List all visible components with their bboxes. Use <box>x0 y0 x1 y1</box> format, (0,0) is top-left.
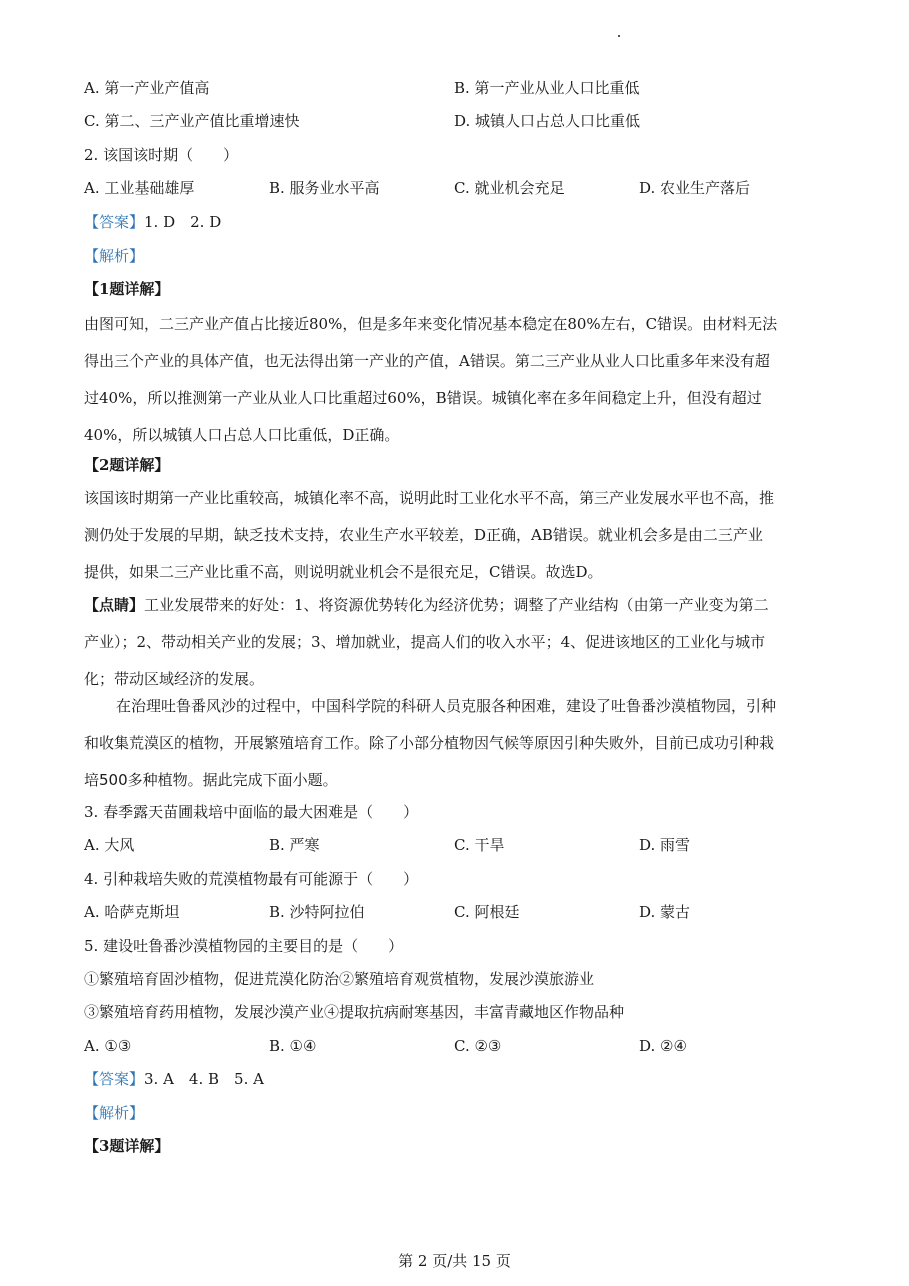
q2-option-d: D. 农业生产落后 <box>639 179 751 197</box>
q4-option-d: D. 蒙古 <box>639 903 691 921</box>
q4-stem: 4. 引种栽培失败的荒漠植物最有可能源于（ ） <box>84 870 419 888</box>
analysis-label-2: 【解析】 <box>84 1104 145 1122</box>
answer-text: 1. D 2. D <box>144 213 222 231</box>
q1-option-c: C. 第二、三产业产值比重增速快 <box>84 112 300 130</box>
q2-option-b: B. 服务业水平高 <box>269 179 380 197</box>
q5-statement-1: ①繁殖培育固沙植物，促进荒漠化防治②繁殖培育观赏植物，发展沙漠旅游业 <box>84 970 595 988</box>
q5-option-b: B. ①④ <box>269 1037 317 1055</box>
detail-heading-3: 【3题详解】 <box>84 1137 170 1155</box>
answer-label: 【答案】 <box>84 213 145 231</box>
q2-option-a: A. 工业基础雄厚 <box>84 179 195 197</box>
q3-option-a: A. 大风 <box>84 836 135 854</box>
material-passage <box>84 688 844 799</box>
tip-line: 化；带动区域经济的发展。 <box>84 670 265 688</box>
q1-option-d: D. 城镇人口占总人口比重低 <box>454 112 641 130</box>
q2-stem: 2. 该国该时期（ ） <box>84 146 239 164</box>
q3-option-d: D. 雨雪 <box>639 836 691 854</box>
q5-option-c: C. ②③ <box>454 1037 502 1055</box>
tip-line-1 <box>84 587 824 624</box>
q4-option-b: B. 沙特阿拉伯 <box>269 903 365 921</box>
detail-2-line: 该国该时期第一产业比重较高，城镇化率不高，说明此时工业化水平不高，第三产业发展水平也不高，推 <box>84 489 775 507</box>
material-line: 和收集荒漠区的植物，开展繁殖培育工作。除了小部分植物因气候等原因引种失败外，目前已成功引种栽 <box>84 734 775 752</box>
detail-1-line: 由图可知，二三产业产值占比接近80%，但是多年来变化情况基本稳定在80%左右，C错误。由材料无法 <box>84 315 778 333</box>
q5-option-a: A. ①③ <box>84 1037 132 1055</box>
q3-option-b: B. 严寒 <box>269 836 320 854</box>
detail-heading-2: 【2题详解】 <box>84 456 170 474</box>
q1-option-b: B. 第一产业从业人口比重低 <box>454 79 640 97</box>
material-line: 培500多种植物。据此完成下面小题。 <box>84 771 338 789</box>
answer-block-2 <box>84 1069 264 1089</box>
detail-heading-1: 【1题详解】 <box>84 280 170 298</box>
q2-option-c: C. 就业机会充足 <box>454 179 565 197</box>
q5-option-d: D. ②④ <box>639 1037 687 1055</box>
detail-2-line: 测仍处于发展的早期，缺乏技术支持，农业生产水平较差，D正确，AB错误。就业机会多是由二三产业 <box>84 526 763 544</box>
answer-label: 【答案】 <box>84 1070 145 1088</box>
answer-block-1 <box>84 212 221 232</box>
q5-stem: 5. 建设吐鲁番沙漠植物园的主要目的是（ ） <box>84 937 404 955</box>
answer-text: 3. A 4. B 5. A <box>144 1070 264 1088</box>
detail-1-line: 得出三个产业的具体产值，也无法得出第一产业的产值，A错误。第二三产业从业人口比重多年来没有超 <box>84 352 770 370</box>
q4-option-c: C. 阿根廷 <box>454 903 520 921</box>
scan-dot <box>618 35 620 37</box>
detail-1-line: 过40%，所以推测第一产业从业人口比重超过60%，B错误。城镇化率在多年间稳定上升，但没有超过 <box>84 389 762 407</box>
tip-text: 工业发展带来的好处：1、将资源优势转化为经济优势；调整了产业结构（由第一产业变为第二 <box>144 596 769 614</box>
q5-statement-2: ③繁殖培育药用植物，发展沙漠产业④提取抗病耐寒基因，丰富青藏地区作物品种 <box>84 1003 625 1021</box>
detail-1-body <box>84 306 824 454</box>
q1-option-a: A. 第一产业产值高 <box>84 79 210 97</box>
tip-block <box>84 587 824 698</box>
detail-1-line: 40%，所以城镇人口占总人口比重低，D正确。 <box>84 426 400 444</box>
material-line: 在治理吐鲁番风沙的过程中，中国科学院的科研人员克服各种困难，建设了吐鲁番沙漠植物园，引种 <box>116 697 777 715</box>
q4-option-a: A. 哈萨克斯坦 <box>84 903 180 921</box>
q3-option-c: C. 干旱 <box>454 836 505 854</box>
tip-line: 产业）；2、带动相关产业的发展；3、增加就业，提高人们的收入水平；4、促进该地区的工业化与城市 <box>84 633 766 651</box>
tip-label: 【点睛】 <box>84 596 145 614</box>
q3-stem: 3. 春季露天苗圃栽培中面临的最大困难是（ ） <box>84 803 419 821</box>
analysis-label-1: 【解析】 <box>84 247 145 265</box>
detail-2-line: 提供，如果二三产业比重不高，则说明就业机会不是很充足，C错误。故选D。 <box>84 563 603 581</box>
detail-2-body <box>84 480 824 591</box>
page-footer: 第 2 页/共 15 页 <box>398 1252 511 1270</box>
